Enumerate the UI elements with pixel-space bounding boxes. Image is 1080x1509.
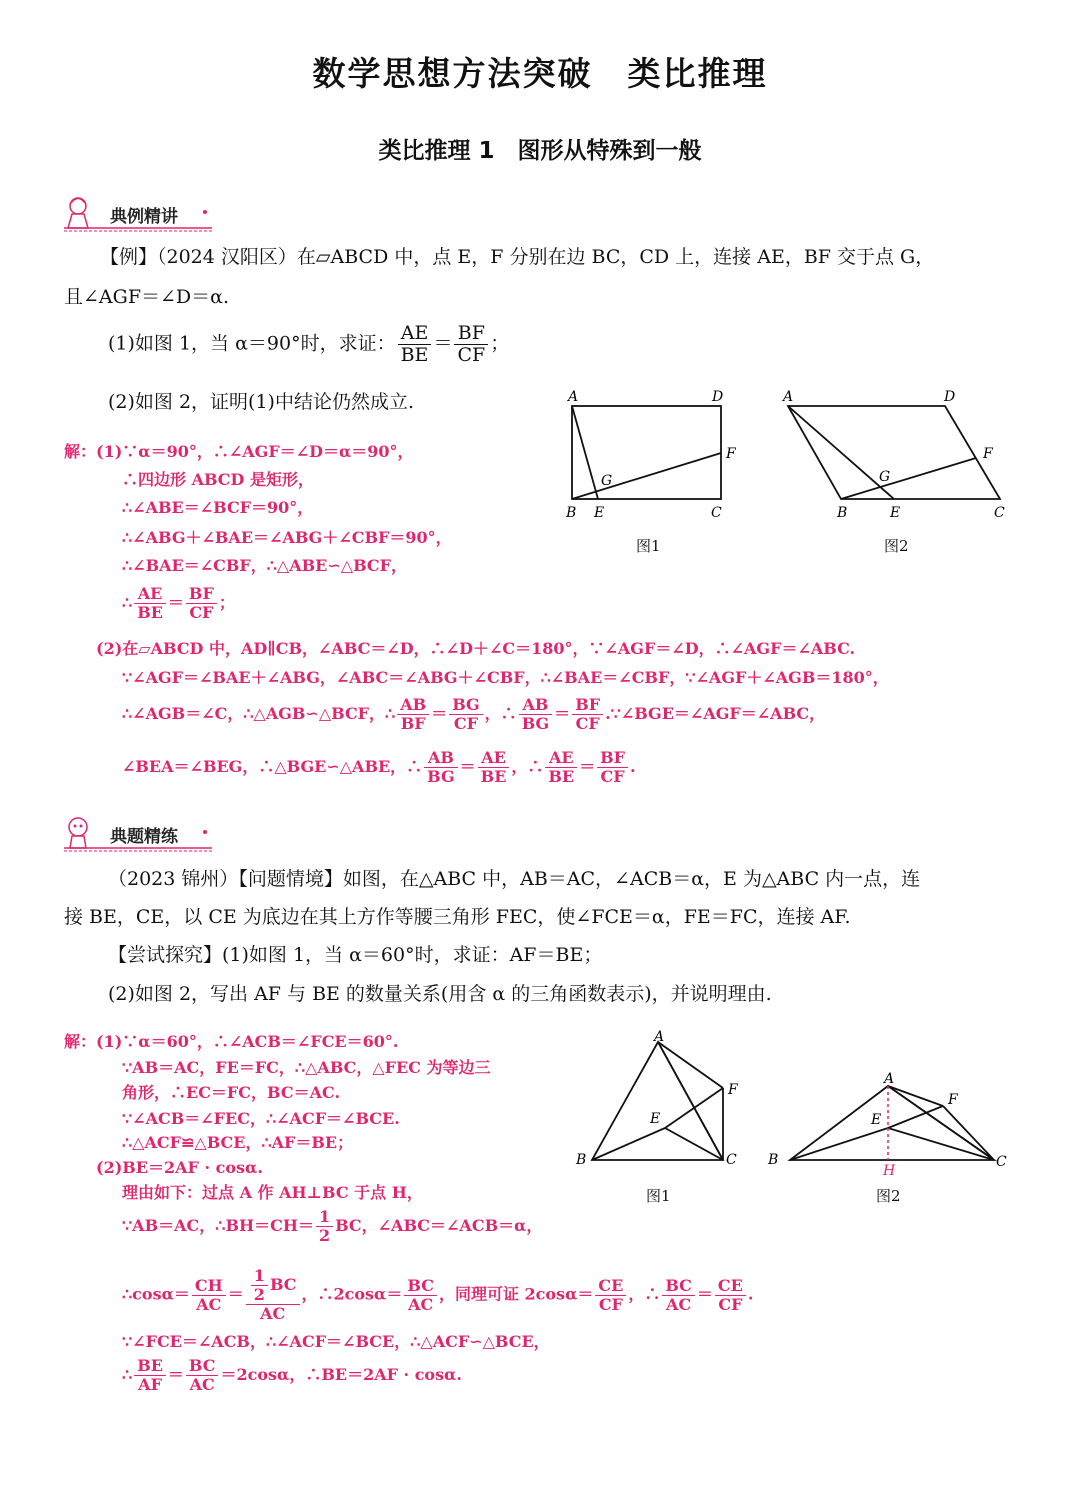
fraction xyxy=(316,1209,333,1244)
fig2-label-h: H xyxy=(883,1163,896,1179)
fig1-label-a: A xyxy=(654,1030,665,1045)
denominator: CF xyxy=(189,603,214,622)
problem-part2: (2)如图 2，证明(1)中结论仍然成立. xyxy=(108,391,414,413)
denominator: AC xyxy=(196,1294,222,1314)
numerator: AB xyxy=(519,697,552,715)
denominator: BG xyxy=(427,767,455,786)
equals-sign: ＝ xyxy=(579,757,596,776)
figure2-triangles xyxy=(790,1086,994,1160)
equals-sign: ＝ xyxy=(554,704,571,723)
fig2-label-a: A xyxy=(783,389,794,405)
part-text: ； xyxy=(490,332,510,355)
numerator: BF xyxy=(186,586,217,604)
sol-text: BC xyxy=(269,1275,297,1294)
numerator: BC xyxy=(404,1278,437,1296)
solution-line: ∴∠ABE＝∠BCF＝90°， xyxy=(122,498,314,517)
fraction xyxy=(519,697,552,732)
fraction xyxy=(134,586,166,621)
section-header-practice xyxy=(62,814,222,858)
denominator: BE xyxy=(400,344,429,366)
fraction xyxy=(662,1275,695,1314)
fig1-label-e: E xyxy=(650,1111,661,1127)
equals-sign: ＝ xyxy=(696,1284,713,1304)
sol-text: ，同理可证 2cosα＝ xyxy=(438,1284,594,1304)
fig2-label-g: G xyxy=(879,469,891,485)
figure2-caption: 图2 xyxy=(876,1187,901,1205)
denominator: BG xyxy=(521,714,550,733)
fraction xyxy=(454,324,488,365)
numerator: 1 xyxy=(251,1268,268,1286)
fraction xyxy=(404,1275,437,1314)
fraction xyxy=(251,1268,268,1303)
numerator: BF xyxy=(454,324,488,345)
numerator: BC xyxy=(186,1358,219,1376)
compound-numerator xyxy=(246,1268,300,1305)
numerator: AE xyxy=(398,324,432,345)
equals-sign: ＝ xyxy=(459,757,476,776)
denominator: CF xyxy=(718,1294,743,1314)
sol-text: ＝2cosα，∴BE＝2AF · cosα. xyxy=(220,1365,462,1384)
fraction xyxy=(545,750,577,785)
compound-fraction xyxy=(246,1268,300,1322)
fig1-label-c: C xyxy=(711,505,722,521)
solution-line xyxy=(122,1358,462,1393)
problem-text-line: 且∠AGF＝∠D＝α. xyxy=(64,286,230,308)
sol-text: ； xyxy=(218,593,235,612)
sol-text: ∴ xyxy=(122,1365,133,1384)
numerator: BG xyxy=(449,697,482,715)
denominator: 2 xyxy=(253,1285,265,1304)
fig2-label-e: E xyxy=(871,1112,882,1128)
fig2-label-c: C xyxy=(996,1154,1007,1170)
denominator: AF xyxy=(138,1375,162,1394)
denominator: AC xyxy=(260,1304,286,1323)
sol-text: .∵∠BGE＝∠AGF＝∠ABC， xyxy=(605,704,826,723)
numerator: CH xyxy=(192,1278,226,1296)
denominator: AC xyxy=(408,1294,434,1314)
solution-line: 解：(1)∵α＝60°，∴∠ACB＝∠FCE＝60°. xyxy=(64,1032,399,1051)
sol-text: ∴ xyxy=(122,593,133,612)
fraction xyxy=(134,1358,166,1393)
fraction xyxy=(424,750,457,785)
sol-text: ∵AB＝AC，∴BH＝CH＝ xyxy=(122,1216,314,1235)
fig2-label-a: A xyxy=(884,1071,895,1087)
denominator: CF xyxy=(457,344,486,366)
fig1-label-d: D xyxy=(712,389,724,405)
solution-line: (2)BE＝2AF · cosα. xyxy=(96,1158,263,1177)
denominator: 2 xyxy=(318,1226,331,1245)
numerator: BF xyxy=(597,750,628,768)
denominator: BE xyxy=(480,767,507,786)
sol-text: . xyxy=(747,1284,754,1304)
fraction xyxy=(192,1275,226,1314)
numerator: AE xyxy=(478,750,510,768)
denominator: BE xyxy=(137,603,163,622)
figure1-caption: 图1 xyxy=(636,537,661,555)
fraction xyxy=(398,324,432,365)
figure2-parallelogram xyxy=(788,406,1000,499)
figure1-rectangle xyxy=(572,406,721,499)
fraction xyxy=(572,697,603,732)
section-header-label: 典题精练 xyxy=(110,827,178,847)
section-header-label: 典例精讲 xyxy=(110,207,178,227)
sol-text: ，∴ xyxy=(511,757,544,776)
fig1-label-a: A xyxy=(568,389,579,405)
solution-line: ∴∠ABG＋∠BAE＝∠ABG＋∠CBF＝90°， xyxy=(122,528,452,547)
solution-line xyxy=(122,697,825,732)
solution-line xyxy=(122,1268,753,1322)
geometry-figures-2 xyxy=(570,1030,1020,1180)
equals-sign: ＝ xyxy=(433,332,453,355)
solution-line: ∴△ACF≌△BCE，∴AF＝BE； xyxy=(122,1133,354,1152)
section-header-example xyxy=(62,194,222,238)
solution-line: ∵∠FCE＝∠ACB，∴∠ACF＝∠BCE，∴△ACF∽△BCE， xyxy=(122,1332,550,1351)
problem-part2: (2)如图 2，写出 AF 与 BE 的数量关系(用含 α 的三角函数表示)，并说明理由. xyxy=(108,983,772,1005)
solution-line: ∵∠ACB＝∠FEC，∴∠ACF＝∠BCE. xyxy=(122,1109,400,1128)
denominator: AC xyxy=(189,1375,215,1394)
solution-line: 理由如下：过点 A 作 AH⊥BC 于点 H， xyxy=(122,1183,423,1202)
fig1-label-b: B xyxy=(576,1152,587,1168)
fig1-label-c: C xyxy=(726,1152,737,1168)
denominator: BF xyxy=(400,714,426,733)
fig2-label-e: E xyxy=(890,505,901,521)
fraction xyxy=(478,750,510,785)
fraction xyxy=(597,750,628,785)
sol-text: ∠BEA＝∠BEG，∴△BGE∽△ABE，∴ xyxy=(122,757,423,776)
numerator: AB xyxy=(397,697,429,715)
problem-part1: 【尝试探究】(1)如图 1，当 α＝60°时，求证：AF＝BE； xyxy=(108,944,603,966)
solution-line xyxy=(122,586,235,621)
fraction xyxy=(715,1275,746,1314)
fig2-label-d: D xyxy=(944,389,956,405)
sol-text: ，∴ xyxy=(628,1284,661,1304)
equals-sign: ＝ xyxy=(167,1365,184,1384)
figure1-triangles xyxy=(592,1042,723,1160)
sol-text: ，∴2cosα＝ xyxy=(301,1284,403,1304)
numerator: BE xyxy=(134,1358,166,1376)
denominator: CF xyxy=(598,1294,623,1314)
numerator: AB xyxy=(424,750,457,768)
equals-sign: ＝ xyxy=(431,704,448,723)
geometry-figures-1 xyxy=(560,385,1020,560)
section-subtitle: 类比推理 1 图形从特殊到一般 xyxy=(378,138,702,164)
sol-text: ，∴ xyxy=(484,704,517,723)
solution-line: ∵∠AGF＝∠BAE＋∠ABG，∠ABC＝∠ABG＋∠CBF，∴∠BAE＝∠CBF，∵∠AGF＋∠AGB＝180°， xyxy=(122,668,889,687)
figure2-caption: 图2 xyxy=(884,537,909,555)
fig1-label-f: F xyxy=(728,1082,738,1098)
sol-text: BC，∠ABC＝∠ACB＝α， xyxy=(335,1216,543,1235)
fig2-label-c: C xyxy=(994,505,1005,521)
numerator: CE xyxy=(595,1278,626,1296)
sol-text: ∴cosα＝ xyxy=(122,1284,190,1304)
part-text: (1)如图 1，当 α＝90°时，求证： xyxy=(108,332,396,355)
problem-part1 xyxy=(108,324,509,365)
denominator: BE xyxy=(548,767,575,786)
numerator: 1 xyxy=(316,1209,333,1227)
fig2-label-f: F xyxy=(948,1092,958,1108)
solution-line: (2)在▱ABCD 中，AD∥CB，∠ABC＝∠D，∴∠D＋∠C＝180°，∵∠AGF＝∠D，∴∠AGF＝∠ABC. xyxy=(96,639,856,658)
solution-line xyxy=(122,1209,542,1244)
numerator: CE xyxy=(715,1278,746,1296)
fraction xyxy=(449,697,482,732)
fig2-label-b: B xyxy=(837,505,848,521)
numerator: AE xyxy=(545,750,577,768)
fraction xyxy=(186,586,217,621)
problem-text-line: 接 BE，CE，以 CE 为底边在其上方作等腰三角形 FEC，使∠FCE＝α，FE＝FC，连接 AF. xyxy=(64,906,851,928)
numerator: AE xyxy=(134,586,166,604)
denominator: AC xyxy=(666,1294,692,1314)
page-title: 数学思想方法突破 类比推理 xyxy=(312,54,768,93)
solution-line xyxy=(122,750,636,785)
sol-text: ∴∠AGB＝∠C，∴△AGB∽△BCF，∴ xyxy=(122,704,396,723)
solution-line: ∴∠BAE＝∠CBF，∴△ABE∽△BCF， xyxy=(122,556,407,575)
figure1-caption: 图1 xyxy=(646,1187,671,1205)
fraction xyxy=(397,697,429,732)
solution-line: 角形，∴EC＝FC，BC＝AC. xyxy=(122,1083,341,1102)
fraction xyxy=(186,1358,219,1393)
numerator: BC xyxy=(662,1278,695,1296)
fig1-label-e: E xyxy=(594,505,605,521)
solution-line: 解：(1)∵α＝90°，∴∠AGF＝∠D＝α＝90°， xyxy=(64,442,414,461)
fig1-label-f: F xyxy=(726,446,736,462)
fig1-label-b: B xyxy=(566,505,577,521)
denominator: CF xyxy=(453,714,478,733)
fig1-label-g: G xyxy=(601,473,613,489)
sol-text: . xyxy=(630,757,636,776)
denominator: CF xyxy=(600,767,625,786)
equals-sign: ＝ xyxy=(167,593,184,612)
numerator: BF xyxy=(572,697,603,715)
fig2-label-f: F xyxy=(983,446,993,462)
fraction xyxy=(595,1275,626,1314)
problem-text-line: 【例】（2024 汉阳区）在▱ABCD 中，点 E，F 分别在边 BC，CD 上，连接 AE，BF 交于点 G， xyxy=(100,246,935,268)
equals-sign: ＝ xyxy=(227,1284,244,1304)
solution-line: ∴四边形 ABCD 是矩形， xyxy=(122,470,314,489)
solution-line: ∵AB＝AC，FE＝FC，∴△ABC，△FEC 为等边三 xyxy=(122,1058,491,1077)
fig2-label-b: B xyxy=(768,1152,779,1168)
problem-text-line: （2023 锦州）【问题情境】如图，在△ABC 中，AB＝AC，∠ACB＝α，E 为△ABC 内一点，连 xyxy=(108,868,921,890)
denominator: CF xyxy=(575,714,600,733)
